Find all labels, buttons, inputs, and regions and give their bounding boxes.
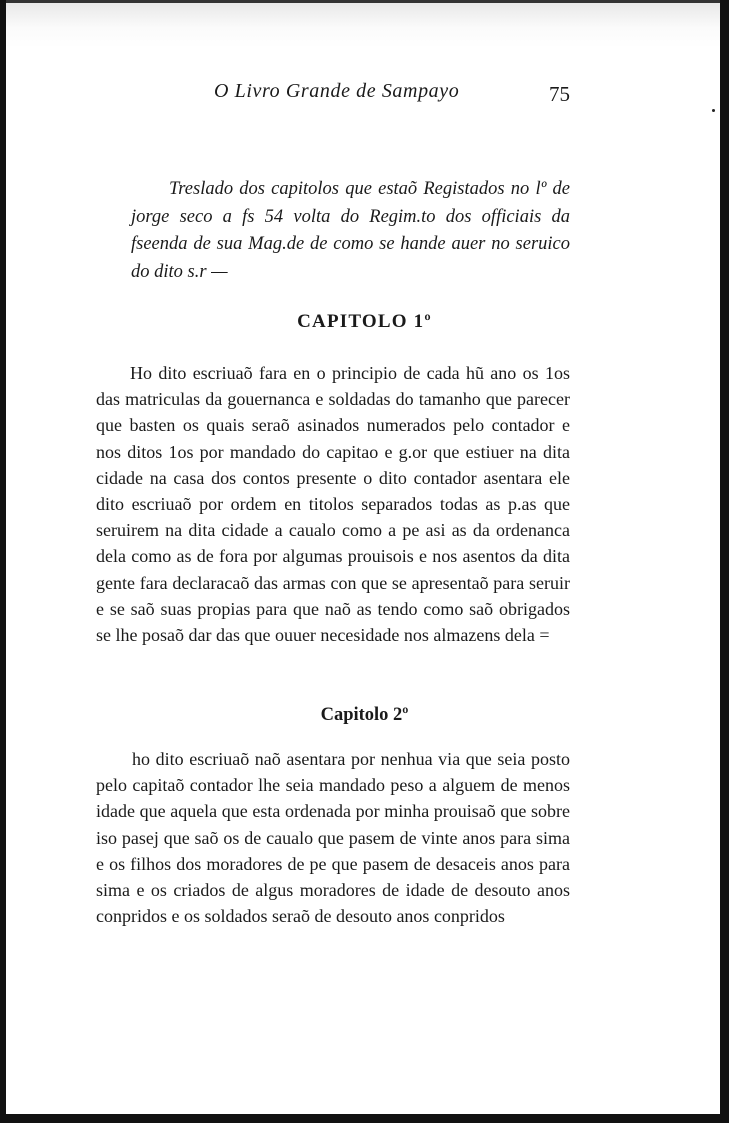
chapter-2-heading: Capitolo 2º	[320, 705, 409, 725]
running-header	[0, 80, 729, 110]
scan-right-border	[720, 0, 729, 1123]
chapter-2-paragraph: ho dito escriuaõ naõ asentara por nenhua via que seia posto pelo capitaõ contador lhe seia mandado peso a alguem de menos idade que aquela que esta ordenada por minha prouisaõ que sobre iso pasej que saõ os de caualo que pasem de vinte anos para sima e os filhos dos moradores de pe que pasem de desaceis anos para sima e os criados de algus moradores de idade de desouto anos conpridos e os soldados seraõ de desouto anos conpridos	[96, 749, 570, 927]
scan-left-border	[0, 0, 6, 1123]
page-number: 75	[549, 82, 570, 106]
running-title: O Livro Grande de Sampayo	[214, 80, 460, 102]
chapter-1-heading: CAPITOLO 1º	[297, 311, 432, 332]
intro-paragraph: Treslado dos capitolos que estaõ Registados no lº de jorge seco a fs 54 volta do Regim.to dos officiais da fseenda de sua Mag.de de como se hande auer no seruico do dito s.r —	[131, 179, 570, 282]
scan-bottom-border	[0, 1114, 729, 1123]
scan-shading	[6, 3, 720, 48]
chapter-1-paragraph: Ho dito escriuaõ fara en o principio de cada hũ ano os 1os das matriculas da gouernanca e soldadas do tamanho que parecer que basten os quais seraõ asinados numerados pelo contador e nos ditos 1os por mandado do capitao e g.or que estiuer na dita cidade na casa dos contos presente o dito contador asentara ele dito escriuaõ por ordem en titolos separados todas as p.as que seruirem na dita cidade a caualo como a pe asi as da ordenanca dela como as de fora por algumas prouisois e nos asentos da dita gente fara declaracaõ das armas con que se apresentaõ para seruir e se saõ suas propias para que naõ as tendo como saõ obrigados se lhe posaõ dar das que ouuer necesidade nos almazens dela =	[96, 363, 570, 646]
